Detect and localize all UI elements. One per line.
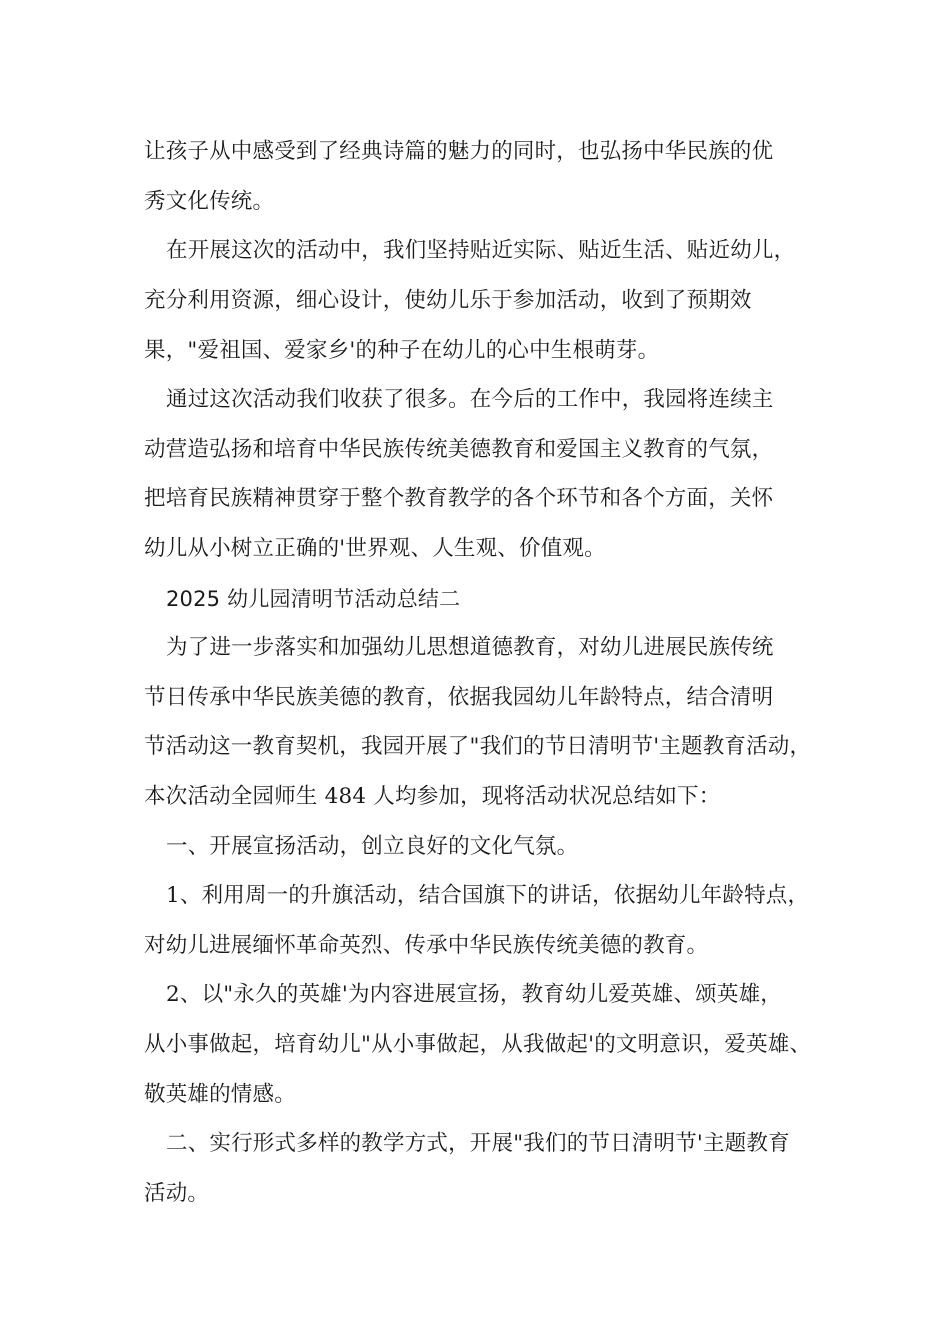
- paragraph-line: 活动。: [144, 1181, 210, 1206]
- paragraph-line: 动营造弘扬和培育中华民族传统美德教育和爱国主义教育的气氛，: [144, 437, 774, 462]
- paragraph-line: 幼儿从小树立正确的'世界观、人生观、价值观。: [144, 536, 606, 561]
- paragraph-line: 二、实行形式多样的教学方式，开展"我们的节日清明节'主题教育: [166, 1131, 790, 1156]
- paragraph-line: 为了进一步落实和加强幼儿思想道德教育，对幼儿进展民族传统: [166, 635, 774, 660]
- paragraph-line: 对幼儿进展缅怀革命英烈、传承中华民族传统美德的教育。: [144, 933, 709, 958]
- paragraph-line: 节日传承中华民族美德的教育，依据我园幼儿年龄特点，结合清明: [144, 685, 774, 710]
- paragraph-line: 通过这次活动我们收获了很多。在今后的工作中，我园将连续主: [166, 387, 774, 412]
- paragraph-line: 果，"爱祖国、爱家乡'的种子在幼儿的心中生根萌芽。: [144, 338, 660, 363]
- paragraph-line: 节活动这一教育契机，我园开展了"我们的节日清明节'主题教育活动，: [144, 734, 812, 759]
- paragraph-line: 敬英雄的情感。: [144, 1082, 296, 1107]
- paragraph-line: 从小事做起，培育幼儿"从小事做起，从我做起'的文明意识，爱英雄、: [144, 1032, 812, 1057]
- paragraph-line: 一、开展宣扬活动，创立良好的文化气氛。: [166, 834, 579, 859]
- paragraph-line: 让孩子从中感受到了经典诗篇的魅力的同时，也弘扬中华民族的优: [144, 139, 774, 164]
- paragraph-line: 充分利用资源，细心设计，使幼儿乐于参加活动，收到了预期效: [144, 288, 752, 313]
- section-heading: 2025 幼儿园清明节活动总结二: [166, 587, 461, 611]
- paragraph-line: 在开展这次的活动中，我们坚持贴近实际、贴近生活、贴近幼儿，: [166, 238, 796, 263]
- paragraph-line: 本次活动全园师生 484 人均参加，现将活动状况总结如下：: [144, 784, 721, 809]
- paragraph-line: 秀文化传统。: [144, 189, 275, 214]
- paragraph-line: 1、利用周一的升旗活动，结合国旗下的讲话，依据幼儿年龄特点，: [166, 883, 810, 908]
- paragraph-line: 把培育民族精神贯穿于整个教育教学的各个环节和各个方面，关怀: [144, 486, 774, 511]
- paragraph-line: 2、以"永久的英雄'为内容进展宣扬，教育幼儿爱英雄、颂英雄，: [166, 982, 782, 1007]
